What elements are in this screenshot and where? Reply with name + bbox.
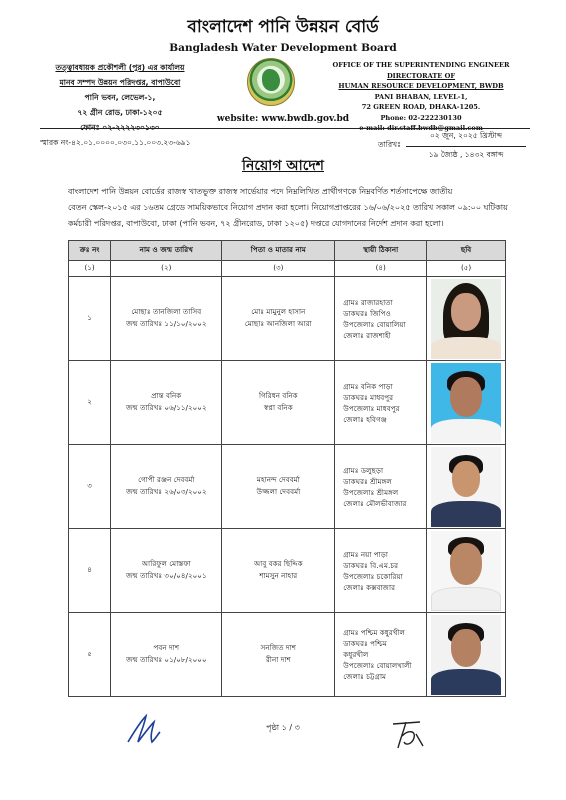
father-name: গিরিধন বনিক: [258, 390, 298, 400]
website-url: website: www.bwdb.gov.bd: [216, 114, 350, 124]
column-number: (৪): [335, 261, 427, 277]
address-email: e-mail: dir.staff.bwdb@gmail.com: [359, 124, 483, 132]
parents-cell: [222, 361, 335, 445]
address-cell: [335, 445, 427, 529]
father-name: আবু বকর ছিদ্দিক: [253, 558, 303, 568]
header-photo: ছবি: [427, 241, 506, 261]
address-directorate: DIRECTORATE OF: [386, 71, 456, 80]
memo-number: স্মারক নং-৪২.০১.০০০০.০৩০.১১.০০৩.২৩-৬৯১: [40, 138, 191, 147]
photo-cell: [427, 361, 506, 445]
address-line: উপজেলাঃ চকোরিয়া: [343, 571, 403, 581]
page-number: পৃষ্ঠা ১ / ৩: [266, 723, 300, 732]
photo-cell: [427, 277, 506, 361]
header-name-dob: নাম ও জন্ম তারিখ: [111, 241, 222, 261]
header-address: স্থায়ী ঠিকানা: [335, 241, 427, 261]
name-dob-cell: [111, 445, 222, 529]
address-line: জেলাঃ হবিগঞ্জ: [343, 414, 387, 424]
appointee-dob: জন্ম তারিখঃ ৩০/০৪/২০০১: [125, 570, 207, 580]
address-cell: [335, 613, 427, 697]
parents-cell: [222, 277, 335, 361]
address-line: ডাকঘরঃ বি.এম.চর: [343, 560, 399, 570]
order-line: বেতন স্কেল-২০১৫ এর ১৬তম গ্রেডে সাময়িকভাবে নিয়োগ প্রদান করা হলো। নিয়োগপ্রাপ্তরের ১৬/০৬/২০২৫ তারিখ সকাল ০৯:০০ ঘটিকায়: [68, 203, 508, 212]
address-line: গ্রামঃ পশ্চিম কধুরখীল: [343, 628, 405, 637]
date-label: তারিখঃ: [378, 140, 401, 149]
photo-cell: [427, 529, 506, 613]
header-serial: ক্রঃ নং: [69, 241, 111, 261]
appointee-dob: জন্ম তারিখঃ ০৬/১১/২০০২: [125, 402, 207, 412]
address-line: গ্রামঃ নয়া পাড়া: [343, 549, 388, 559]
address-line: গ্রামঃ ডলুছড়া: [343, 465, 384, 475]
address-line: কধুরখীল: [343, 650, 369, 659]
appointee-name: পবন দাশ: [153, 642, 180, 652]
table-row: [69, 613, 506, 697]
table-header-row: [69, 241, 506, 261]
appointee-photo: [431, 531, 501, 611]
serial-cell: ৪: [69, 529, 111, 613]
header-parents: পিতা ও মাতার নাম: [222, 241, 335, 261]
address-cell: [335, 529, 427, 613]
appointee-name: প্রান্ত বনিক: [151, 390, 182, 400]
address-line: জেলাঃ কক্সবাজার: [343, 582, 396, 592]
address-cell: [335, 277, 427, 361]
address-line: তত্ত্বাবধায়ক প্রকৌশলী (পুর) এর কার্যালয়: [55, 63, 185, 72]
mother-name: শামসুন নাহার: [259, 570, 298, 580]
column-number: (৩): [222, 261, 335, 277]
address-office: OFFICE OF THE SUPERINTENDING ENGINEER: [332, 61, 510, 69]
father-name: সনজিত দাশ: [260, 642, 296, 652]
address-phone: Phone: 02-222230130: [380, 113, 462, 122]
address-line: উপজেলাঃ মাধবপুর: [343, 403, 400, 413]
address-cell: [335, 361, 427, 445]
appointee-photo: [431, 447, 501, 527]
appointee-name: মোছাঃ তানজিলা তাসিব: [131, 306, 202, 316]
appointee-dob: জন্ম তারিখঃ ১১/১০/২০০২: [125, 318, 207, 328]
address-line: ডাকঘরঃ পশ্চিম: [343, 639, 387, 648]
appointee-photo: [431, 279, 501, 359]
father-name: মহানন্দ দেববর্মা: [256, 474, 300, 484]
address-line: ৭২ গ্রীন রোড, ঢাকা-১২০৫: [77, 108, 163, 117]
appointee-table: [68, 240, 506, 697]
table-row: [69, 445, 506, 529]
serial-cell: ৩: [69, 445, 111, 529]
serial-cell: ২: [69, 361, 111, 445]
name-dob-cell: [111, 277, 222, 361]
table-row: [69, 529, 506, 613]
org-title-english: Bangladesh Water Development Board: [169, 42, 397, 54]
mother-name: উজ্জলা দেববর্মা: [256, 486, 301, 496]
parents-cell: [222, 529, 335, 613]
address-line: জেলাঃ মৌলভীবাজার: [343, 498, 407, 508]
date-bangla: ১৯ জ্যৈষ্ঠ , ১৪৩২ বঙ্গাব্দ: [406, 146, 526, 165]
address-line: ডাকঘরঃ শ্রীমঙ্গল: [343, 476, 392, 486]
appointee-photo: [431, 363, 501, 443]
address-line: জেলাঃ রাজশাহী: [343, 330, 391, 340]
photo-cell: [427, 445, 506, 529]
address-line: উপজেলাঃ শ্রীমঙ্গল: [343, 487, 399, 497]
serial-cell: ৫: [69, 613, 111, 697]
bwdb-logo: [247, 58, 295, 106]
right-signature: [390, 716, 426, 752]
order-line: কর্মচারী পরিদপ্তর, বাপাউবো, ঢাকা (পানি ভবন, ৭২ গ্রীনরোড, ঢাকা ১২০৫) দপ্তরে যোগদানের নির্দেশ প্রদান করা হলো।: [68, 219, 444, 228]
column-number-row: [69, 261, 506, 277]
table-row: [69, 361, 506, 445]
address-line: জেলাঃ চট্টগ্রাম: [343, 672, 387, 681]
father-name: মোঃ মামুনুল হাসান: [251, 306, 306, 316]
address-line: গ্রামঃ বনিক পাড়া: [343, 381, 393, 391]
serial-cell: ১: [69, 277, 111, 361]
order-body: [68, 184, 526, 232]
photo-cell: [427, 613, 506, 697]
address-line: ফোনঃ ০২-২২২২৩০১৩০: [80, 123, 160, 132]
column-number: (৫): [427, 261, 506, 277]
parents-cell: [222, 613, 335, 697]
appointee-photo: [431, 615, 501, 695]
name-dob-cell: [111, 529, 222, 613]
appointee-name: গোপী রঞ্জন দেববর্মা: [138, 474, 195, 484]
name-dob-cell: [111, 361, 222, 445]
address-building: PANI BHABAN, LEVEL-1,: [374, 92, 468, 101]
mother-name: রীনা দাশ: [265, 654, 291, 664]
column-number: (১): [69, 261, 111, 277]
org-title-bangla: বাংলাদেশ পানি উন্নয়ন বোর্ড: [187, 17, 379, 37]
address-line: ডাকঘরঃ জিপিও: [343, 308, 391, 318]
table-row: [69, 277, 506, 361]
address-hrd: HUMAN RESOURCE DEVELOPMENT, BWDB: [338, 82, 504, 90]
appointee-dob: জন্ম তারিখঃ ০১/০৮/২০০০: [125, 654, 207, 664]
address-road: 72 GREEN ROAD, DHAKA-1205.: [361, 103, 481, 111]
appointee-dob: জন্ম তারিখঃ ২৬/০৩/২০০২: [125, 486, 207, 496]
address-line: উপজেলাঃ বোয়ালিয়া: [343, 319, 406, 329]
order-line: বাংলাদেশ পানি উন্নয়ন বোর্ডের রাজস্ব খাতভুক্ত রাজস্ব সার্ভেয়ার পদে নিম্নলিখিত প্রার্থীগণকে নিম্নবর্ণিত শর্তসাপেক্ষে জাতীয়: [68, 187, 453, 196]
parents-cell: [222, 445, 335, 529]
appointee-name: আরিফুল মোস্তফা: [141, 558, 191, 568]
document-heading: নিয়োগ আদেশ: [242, 158, 324, 174]
address-line: মানব সম্পদ উন্নয়ন পরিদপ্তর, বাপাউবো: [59, 78, 181, 87]
name-dob-cell: [111, 613, 222, 697]
mother-name: স্বপ্না বনিক: [263, 402, 293, 412]
date-gregorian: ০২ জুন, ২০২৫ খ্রিস্টাব্দ: [430, 131, 502, 140]
address-line: পানি ভবন, লেভেল-১,: [84, 93, 156, 102]
address-line: ডাকঘরঃ মাধবপুর: [343, 392, 394, 402]
address-line: উপজেলাঃ বোয়ালখালী: [343, 661, 412, 670]
mother-name: মোছাঃ আনজিলা আরা: [244, 318, 312, 328]
column-number: (২): [111, 261, 222, 277]
address-line: গ্রামঃ রাজারহাতা: [343, 297, 393, 307]
